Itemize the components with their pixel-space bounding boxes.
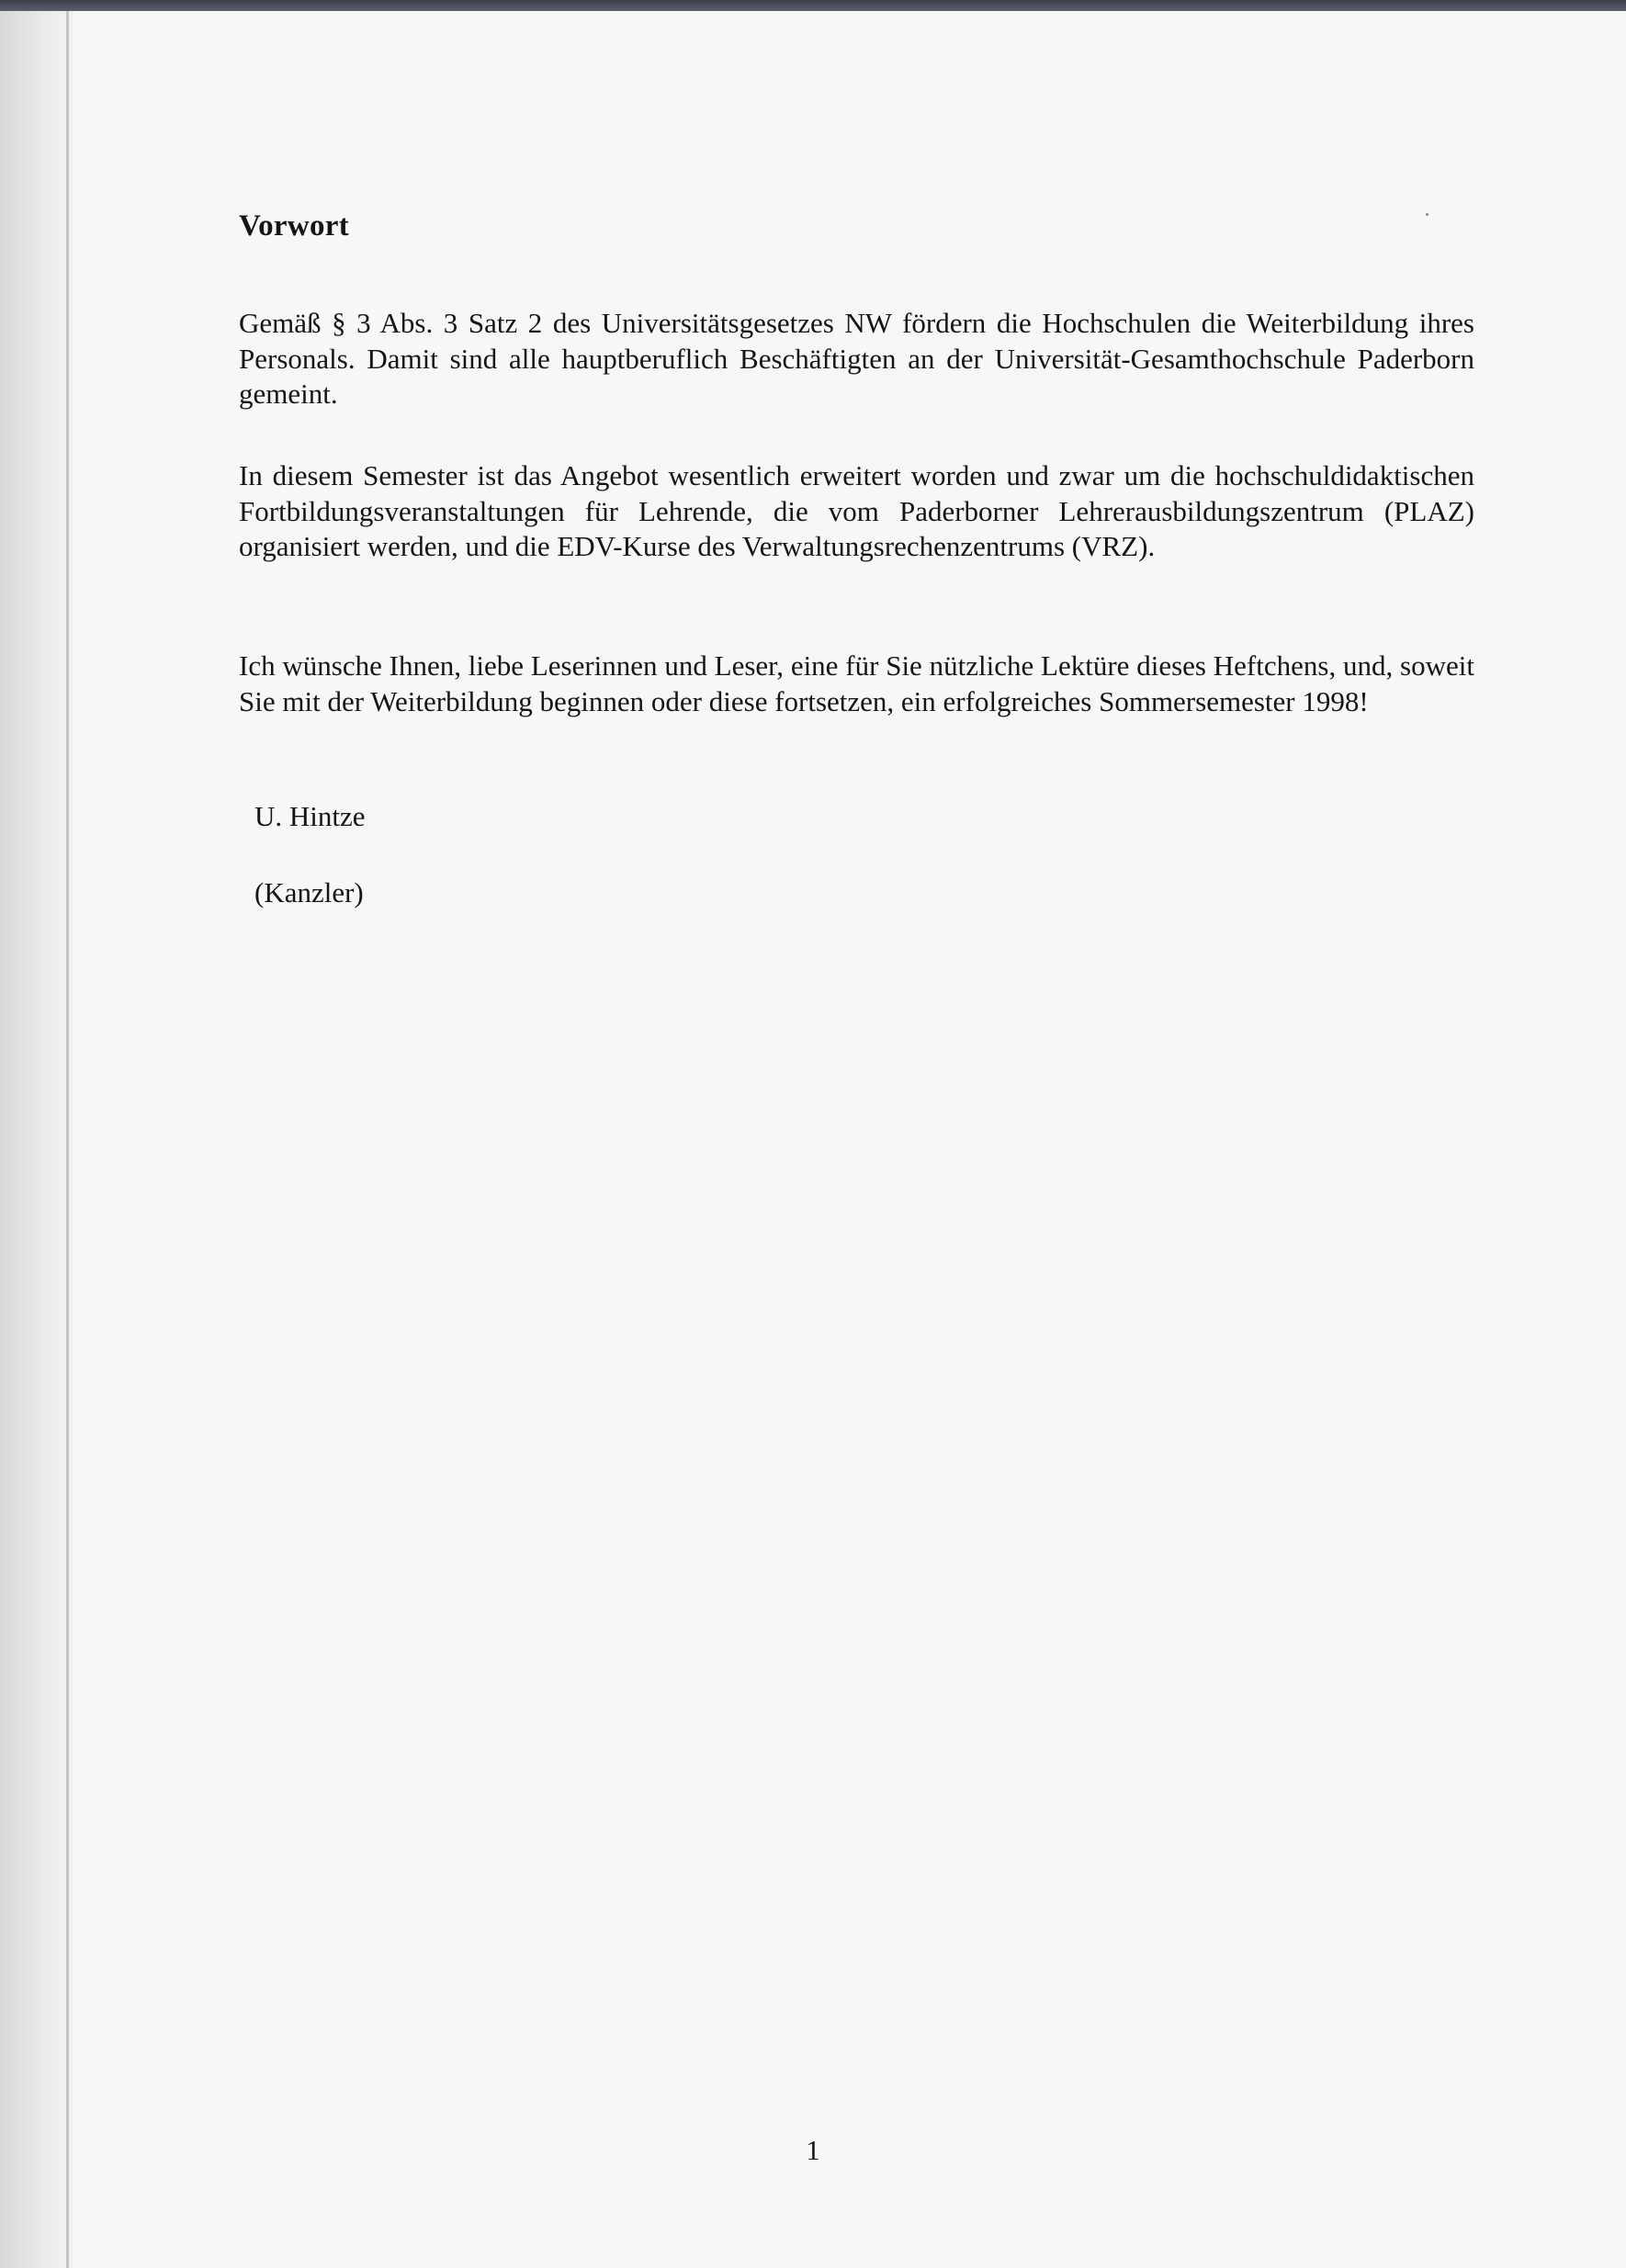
scan-top-edge <box>0 0 1626 11</box>
page-number: 1 <box>806 2134 820 2166</box>
paragraph-wishes: Ich wünsche Ihnen, liebe Leserinnen und Leser, eine für Sie nützliche Lektüre dieses Heftchens, und, soweit Sie mit der Weiterbildung beginnen oder diese fortsetzen, ein erfolgreiches Sommersemester 1998! <box>239 649 1474 717</box>
signature-name: U. Hintze <box>254 800 366 832</box>
signature-role: (Kanzler) <box>254 876 364 908</box>
ink-speck <box>1426 213 1428 216</box>
binding-edge <box>66 11 69 2268</box>
page-title: Vorwort <box>239 209 350 243</box>
paragraph-legal-basis: Gemäß § 3 Abs. 3 Satz 2 des Universitätsgesetzes NW fördern die Hochschulen die Weiterbildung ihres Personals. Damit sind alle hauptberuflich Beschäftigten an der Universität-Gesamthochschule Paderborn gemeint. <box>239 307 1474 410</box>
document-page <box>0 11 1626 2268</box>
paragraph-offer-extension: In diesem Semester ist das Angebot wesentlich erweitert worden und zwar um die hochschuldidaktischen Fortbildungsveranstaltungen für Lehrende, die vom Paderborner Lehrerausbildungszentrum (PLAZ) organisiert werden, und die EDV-Kurse des Verwaltungsrechenzentrums (VRZ). <box>239 459 1474 562</box>
binding-shadow <box>0 11 73 2268</box>
